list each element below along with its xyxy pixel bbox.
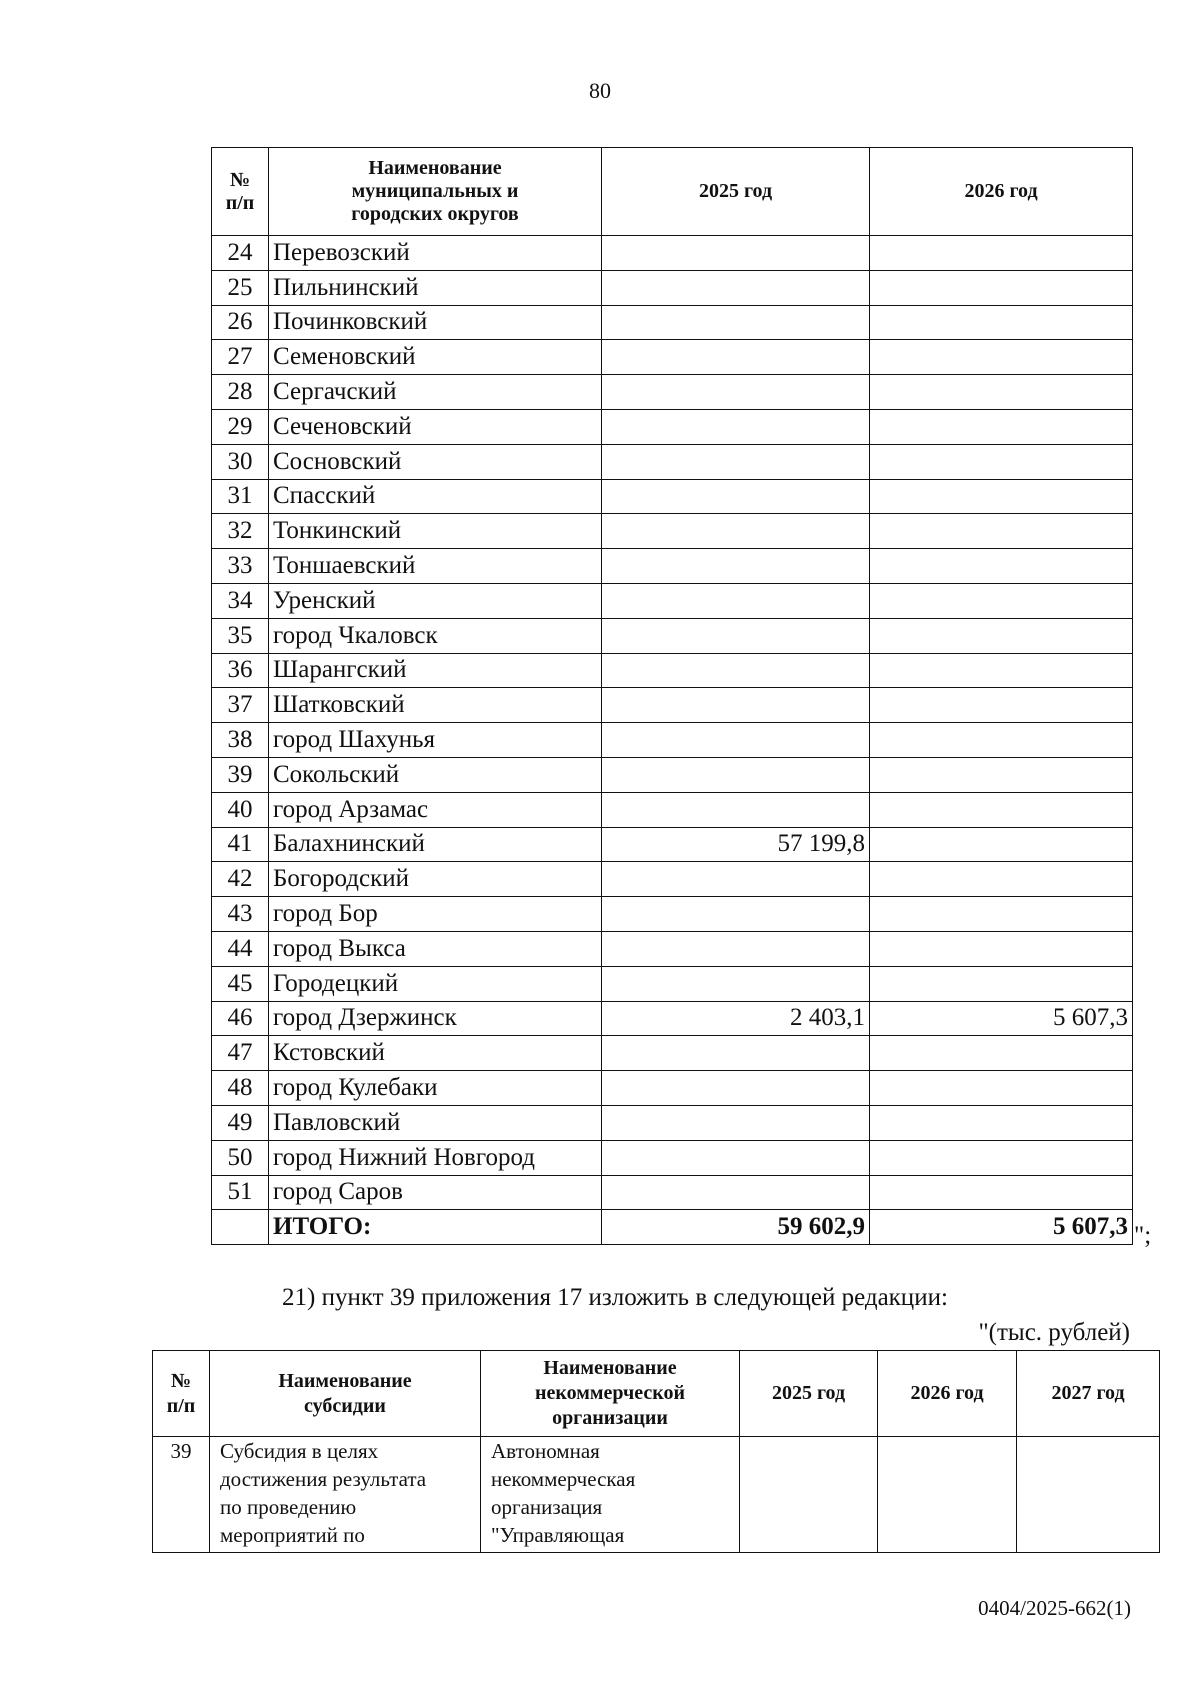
header-subsidy: Наименование субсидии [210,1351,481,1437]
value-2025 [602,375,870,410]
table-row [212,1071,1133,1106]
row-num: 33 [212,549,269,584]
value-2025 [602,1105,870,1140]
row-num: 47 [212,1036,269,1071]
subsidy-table-header [153,1351,1160,1437]
row-num: 25 [212,270,269,305]
value-2026 [870,653,1133,688]
value-2025 [602,723,870,758]
district-name: Спасский [269,479,602,514]
value-2026 [870,1175,1133,1210]
value-2025: 2 403,1 [602,1001,870,1036]
value-2026 [870,409,1133,444]
district-name: Балахнинский [269,827,602,862]
header-2027: 2027 год [1017,1351,1160,1437]
table-row [212,305,1133,340]
allocation-table-header [212,148,1133,236]
row-num: 41 [212,827,269,862]
value-2025 [602,409,870,444]
value-2025 [602,1140,870,1175]
district-name: Богородский [269,862,602,897]
table-row [212,653,1133,688]
table-row [212,688,1133,723]
district-name: город Саров [269,1175,602,1210]
table-row [212,270,1133,305]
value-2026 [870,514,1133,549]
table-row [212,862,1133,897]
district-name: город Кулебаки [269,1071,602,1106]
page-number: 80 [589,78,611,103]
table-row [212,479,1133,514]
district-name: город Дзержинск [269,1001,602,1036]
district-name: Тонкинский [269,514,602,549]
district-name: город Арзамас [269,792,602,827]
value-2025 [602,897,870,932]
value-2025 [740,1437,878,1553]
district-name: город Бор [269,897,602,932]
value-2026 [870,1140,1133,1175]
table-row [212,409,1133,444]
row-num: 43 [212,897,269,932]
row-num: 40 [212,792,269,827]
row-num: 45 [212,966,269,1001]
row-num: 31 [212,479,269,514]
total-2025: 59 602,9 [602,1210,870,1245]
value-2026 [870,931,1133,966]
header-name: Наименование муниципальных и городских округов [269,148,602,236]
row-num: 30 [212,444,269,479]
table-row [212,444,1133,479]
table-row [212,931,1133,966]
value-2026 [870,827,1133,862]
table-row [212,792,1133,827]
district-name: Перевозский [269,236,602,271]
value-2025 [602,653,870,688]
district-name: Шатковский [269,688,602,723]
table-row [153,1437,1160,1553]
row-num: 34 [212,583,269,618]
value-2026 [878,1437,1017,1553]
row-num: 42 [212,862,269,897]
district-name: Сергачский [269,375,602,410]
row-num: 48 [212,1071,269,1106]
value-2025 [602,583,870,618]
table-row [212,375,1133,410]
district-name: Сокольский [269,757,602,792]
total-row [212,1210,1133,1245]
table-row [212,1105,1133,1140]
value-2025 [602,1036,870,1071]
district-name: Павловский [269,1105,602,1140]
value-2026 [870,479,1133,514]
value-2025 [602,757,870,792]
table-row [212,1175,1133,1210]
value-2025 [602,688,870,723]
value-2026 [870,1071,1133,1106]
district-name: Сеченовский [269,409,602,444]
value-2026 [870,444,1133,479]
table-row [212,1001,1133,1036]
table-row [212,340,1133,375]
district-name: Шарангский [269,653,602,688]
value-2025 [602,549,870,584]
value-2025 [602,305,870,340]
district-name: город Выкса [269,931,602,966]
district-name: город Нижний Новгород [269,1140,602,1175]
row-num: 27 [212,340,269,375]
value-2025 [602,444,870,479]
table-row [212,618,1133,653]
header-num: № п/п [153,1351,210,1437]
org-name: Автономная некоммерческая организация "Управляющая [481,1437,740,1553]
value-2025 [602,270,870,305]
value-2026 [870,1036,1133,1071]
value-2026 [870,618,1133,653]
value-2026 [870,862,1133,897]
value-2026 [870,757,1133,792]
value-2026 [870,583,1133,618]
value-2026 [870,340,1133,375]
district-name: Семеновский [269,340,602,375]
total-label: ИТОГО: [269,1210,602,1245]
total-num [212,1210,269,1245]
table-row [212,583,1133,618]
subsidy-name: Субсидия в целях достижения результата по проведению мероприятий по [210,1437,481,1553]
value-2025 [602,1175,870,1210]
district-name: город Шахунья [269,723,602,758]
amendment-text: 21) пункт 39 приложения 17 изложить в следующей редакции: [282,1284,948,1311]
row-num: 29 [212,409,269,444]
row-num: 37 [212,688,269,723]
value-2026 [870,305,1133,340]
allocation-table [211,147,1133,1245]
header-2026: 2026 год [870,148,1133,236]
header-2025: 2025 год [602,148,870,236]
row-num: 36 [212,653,269,688]
value-2025 [602,862,870,897]
district-name: Починковский [269,305,602,340]
district-name: Тоншаевский [269,549,602,584]
row-num: 26 [212,305,269,340]
table-row [212,549,1133,584]
district-name: Сосновский [269,444,602,479]
row-num: 46 [212,1001,269,1036]
row-num: 44 [212,931,269,966]
subsidy-table [152,1350,1160,1553]
table-row [212,1140,1133,1175]
value-2026: 5 607,3 [870,1001,1133,1036]
value-2025 [602,236,870,271]
value-2025 [602,966,870,1001]
value-2026 [870,966,1133,1001]
value-2026 [870,270,1133,305]
table-row [212,1036,1133,1071]
row-num: 28 [212,375,269,410]
value-2025: 57 199,8 [602,827,870,862]
units-note: "(тыс. рублей) [978,1319,1130,1346]
value-2025 [602,514,870,549]
row-num: 50 [212,1140,269,1175]
district-name: Городецкий [269,966,602,1001]
row-num: 35 [212,618,269,653]
allocation-table-body [212,236,1133,1245]
district-name: Уренский [269,583,602,618]
row-num: 51 [212,1175,269,1210]
value-2026 [870,688,1133,723]
table-row [212,966,1133,1001]
row-num: 32 [212,514,269,549]
value-2025 [602,618,870,653]
value-2027 [1017,1437,1160,1553]
row-num: 39 [153,1437,210,1553]
total-2026: 5 607,3 [870,1210,1133,1245]
table-row [212,827,1133,862]
header-2025: 2025 год [740,1351,878,1437]
row-num: 38 [212,723,269,758]
value-2025 [602,340,870,375]
value-2025 [602,792,870,827]
district-name: Кстовский [269,1036,602,1071]
value-2025 [602,1071,870,1106]
closing-quote: "; [1134,1222,1152,1249]
row-num: 49 [212,1105,269,1140]
value-2026 [870,549,1133,584]
header-2026: 2026 год [878,1351,1017,1437]
table-row [212,757,1133,792]
value-2026 [870,723,1133,758]
table-row [212,514,1133,549]
value-2026 [870,897,1133,932]
row-num: 24 [212,236,269,271]
value-2026 [870,375,1133,410]
value-2026 [870,1105,1133,1140]
value-2025 [602,479,870,514]
value-2026 [870,792,1133,827]
district-name: город Чкаловск [269,618,602,653]
value-2025 [602,931,870,966]
district-name: Пильнинский [269,270,602,305]
header-org: Наименование некоммерческой организации [481,1351,740,1437]
table-row [212,723,1133,758]
document-code: 0404/2025-662(1) [978,1596,1131,1620]
header-num: № п/п [212,148,269,236]
table-row [212,236,1133,271]
value-2026 [870,236,1133,271]
row-num: 39 [212,757,269,792]
table-row [212,897,1133,932]
